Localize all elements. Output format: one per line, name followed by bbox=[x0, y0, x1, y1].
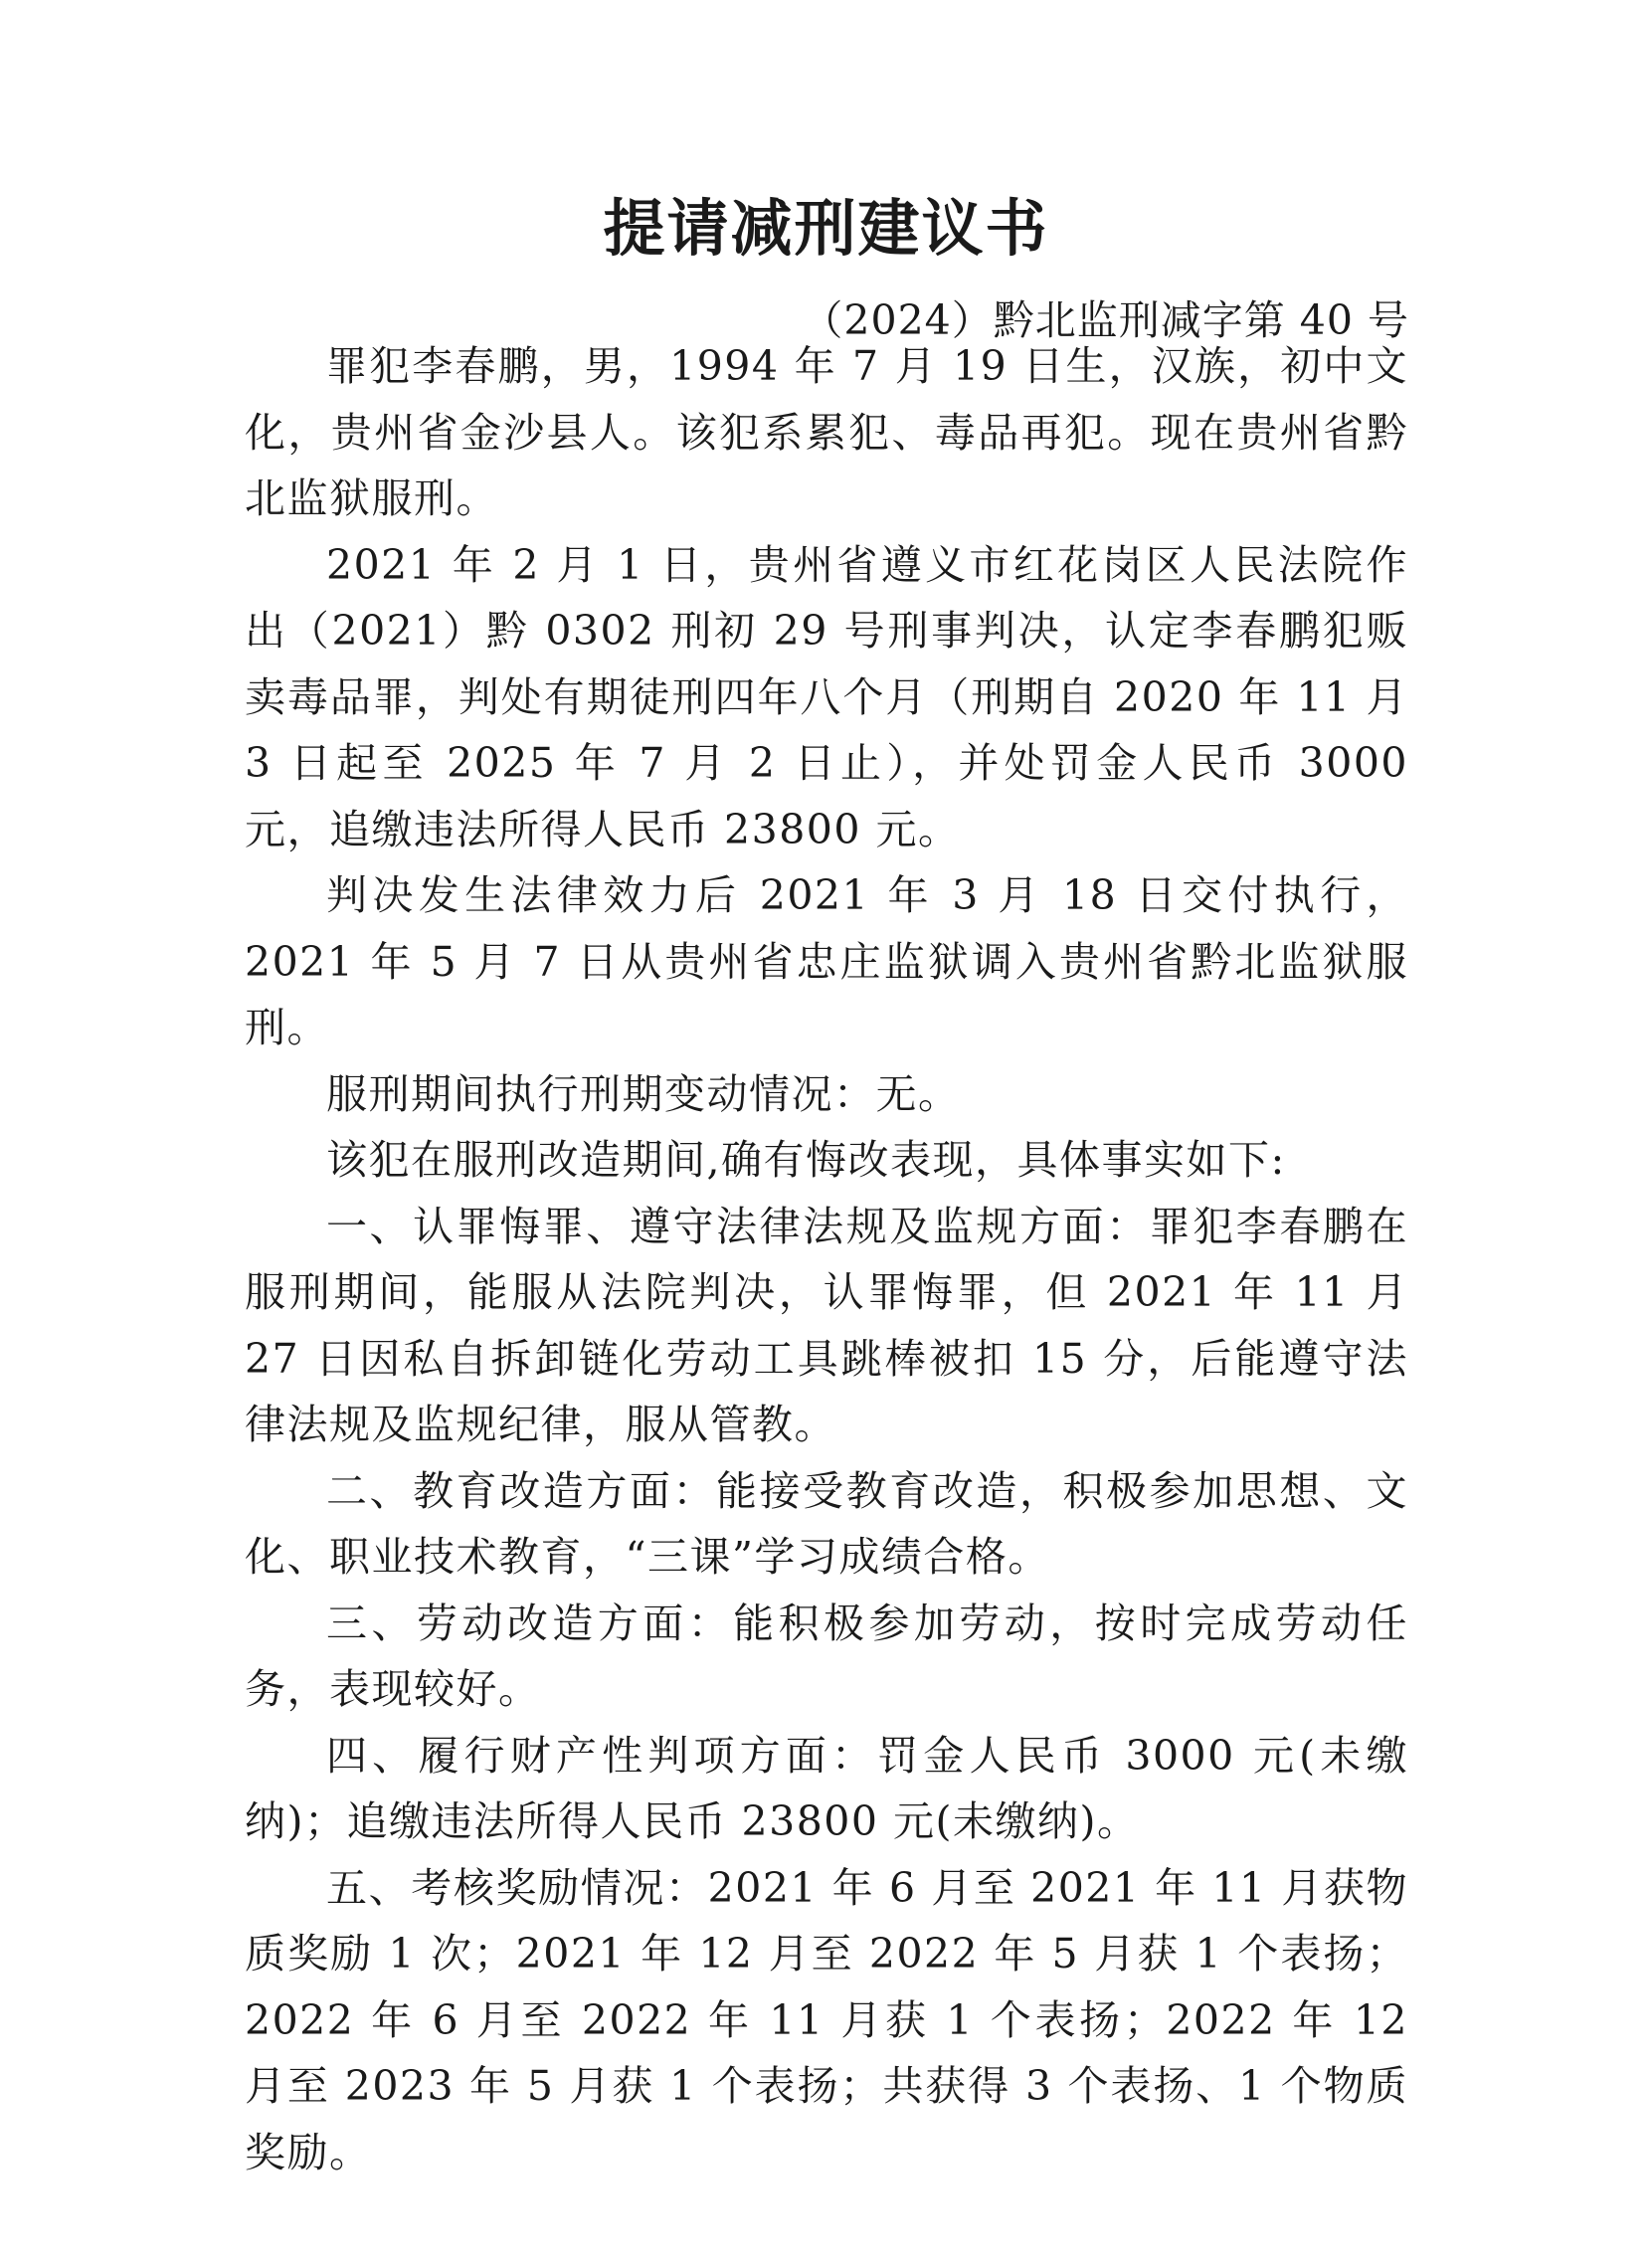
document-body bbox=[245, 333, 1408, 2185]
paragraph-judgment: 2021 年 2 月 1 日，贵州省遵义市红花岗区人民法院作出（2021）黔 0302 刑初 29 号刑事判决，认定李春鹏犯贩卖毒品罪，判处有期徒刑四年八个月（刑期自 2020 年 11 月 3 日起至 2025 年 7 月 2 日止），并处罚金人民币 3000 元，追缴违法所得人民币 23800 元。 bbox=[245, 540, 1408, 853]
document-title: 提请减刑建议书 bbox=[603, 192, 1049, 265]
paragraph-rewards: 五、考核奖励情况：2021 年 6 月至 2021 年 11 月获物质奖励 1 次；2021 年 12 月至 2022 年 5 月获 1 个表扬；2022 年 6 月至 2022 年 11 月获 1 个表扬；2022 年 12 月至 2023 年 5 月获 1 个表扬；共获得 3 个表扬、1 个物质奖励。 bbox=[245, 1863, 1408, 2176]
paragraph-education: 二、教育改造方面：能接受教育改造，积极参加思想、文化、职业技术教育，“三课”学习成绩合格。 bbox=[245, 1466, 1408, 1581]
paragraph-execution: 判决发生法律效力后 2021 年 3 月 18 日交付执行，2021 年 5 月 7 日从贵州省忠庄监狱调入贵州省黔北监狱服刑。 bbox=[245, 871, 1408, 1051]
paragraph-sentence-change: 服刑期间执行刑期变动情况：无。 bbox=[326, 1069, 961, 1118]
document-number: （2024）黔北监刑减字第 40 号 bbox=[802, 296, 1409, 344]
paragraph-labor: 三、劳动改造方面：能积极参加劳动，按时完成劳动任务，表现较好。 bbox=[245, 1599, 1408, 1713]
paragraph-property: 四、履行财产性判项方面：罚金人民币 3000 元(未缴纳)；追缴违法所得人民币 23800 元(未缴纳)。 bbox=[245, 1731, 1408, 1845]
paragraph-criminal-info: 罪犯李春鹏，男，1994 年 7 月 19 日生，汉族，初中文化，贵州省金沙县人。该犯系累犯、毒品再犯。现在贵州省黔北监狱服刑。 bbox=[245, 342, 1408, 522]
paragraph-facts-intro: 该犯在服刑改造期间,确有悔改表现，具体事实如下: bbox=[326, 1136, 1286, 1184]
paragraph-repentance: 一、认罪悔罪、遵守法律法规及监规方面：罪犯李春鹏在服刑期间，能服从法院判决，认罪悔罪，但 2021 年 11 月 27 日因私自拆卸链化劳动工具跳棒被扣 15 分，后能遵守法律法规及监规纪律，服从管教。 bbox=[245, 1202, 1408, 1448]
